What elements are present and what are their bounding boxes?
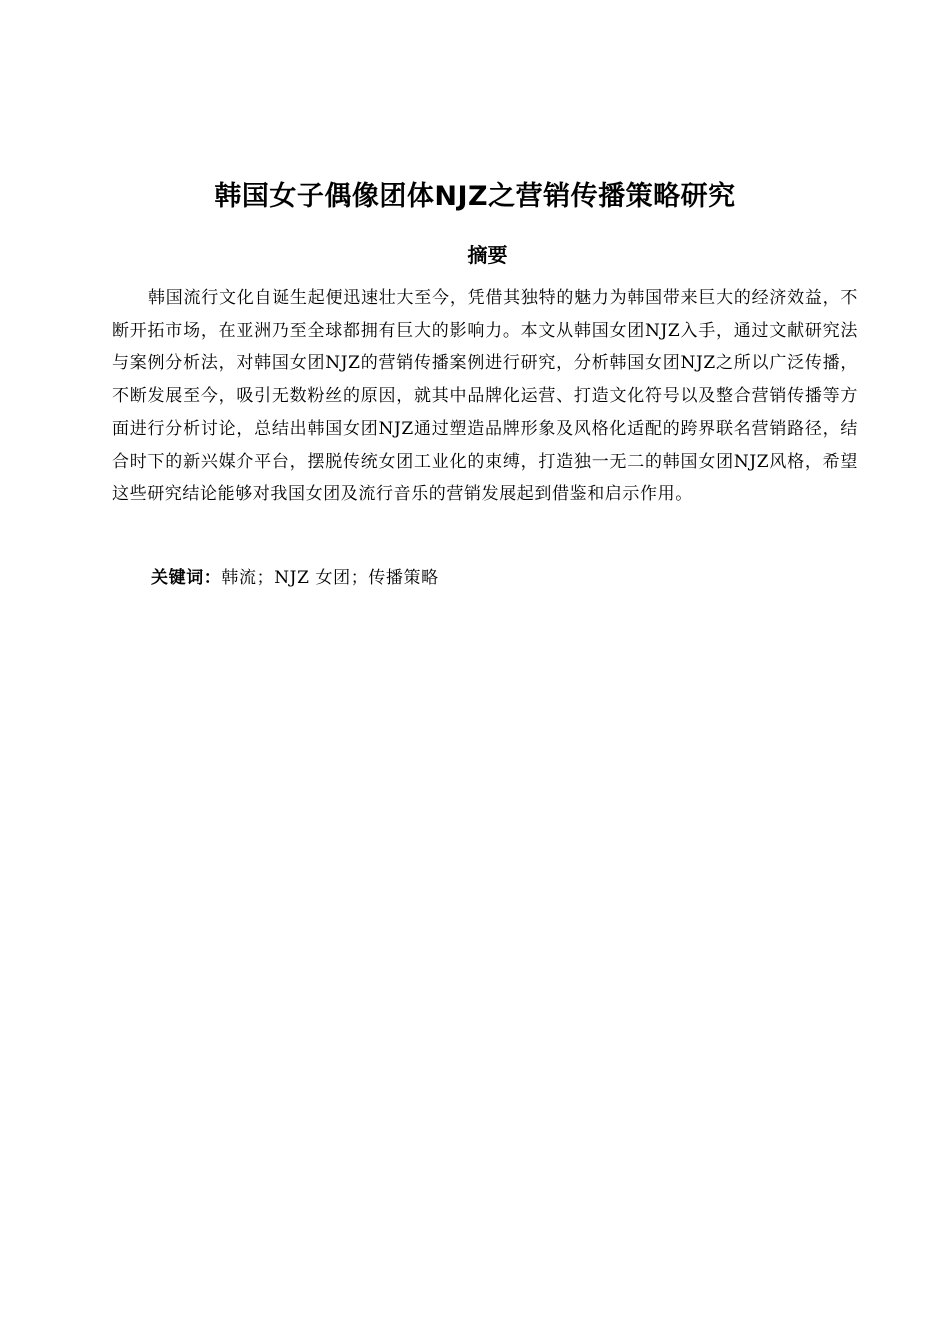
page-title: 韩国女子偶像团体NJZ之营销传播策略研究 <box>214 181 736 212</box>
keywords-label: 关键词： <box>151 568 222 588</box>
abstract-heading: 摘要 <box>467 243 508 267</box>
abstract-body: 韩国流行文化自诞生起便迅速壮大至今，凭借其独特的魅力为韩国带来巨大的经济效益，不断开拓市场，在亚洲乃至全球都拥有巨大的影响力。本文从韩国女团NJZ入手，通过文献研究法与案例分析法，对韩国女团NJZ的营销传播案例进行研究，分析韩国女团NJZ之所以广泛传播，不断发展至今，吸引无数粉丝的原因，就其中品牌化运营、打造文化符号以及整合营销传播等方面进行分析讨论，总结出韩国女团NJZ通过塑造品牌形象及风格化适配的跨界联名营销路径，结合时下的新兴媒介平台，摆脱传统女团工业化的束缚，打造独一无二的韩国女团NJZ风格，希望这些研究结论能够对我国女团及流行音乐的营销发展起到借鉴和启示作用。 <box>112 288 858 505</box>
keywords-line <box>151 563 851 593</box>
keywords-value: 韩流；NJZ 女团；传播策略 <box>221 568 439 588</box>
